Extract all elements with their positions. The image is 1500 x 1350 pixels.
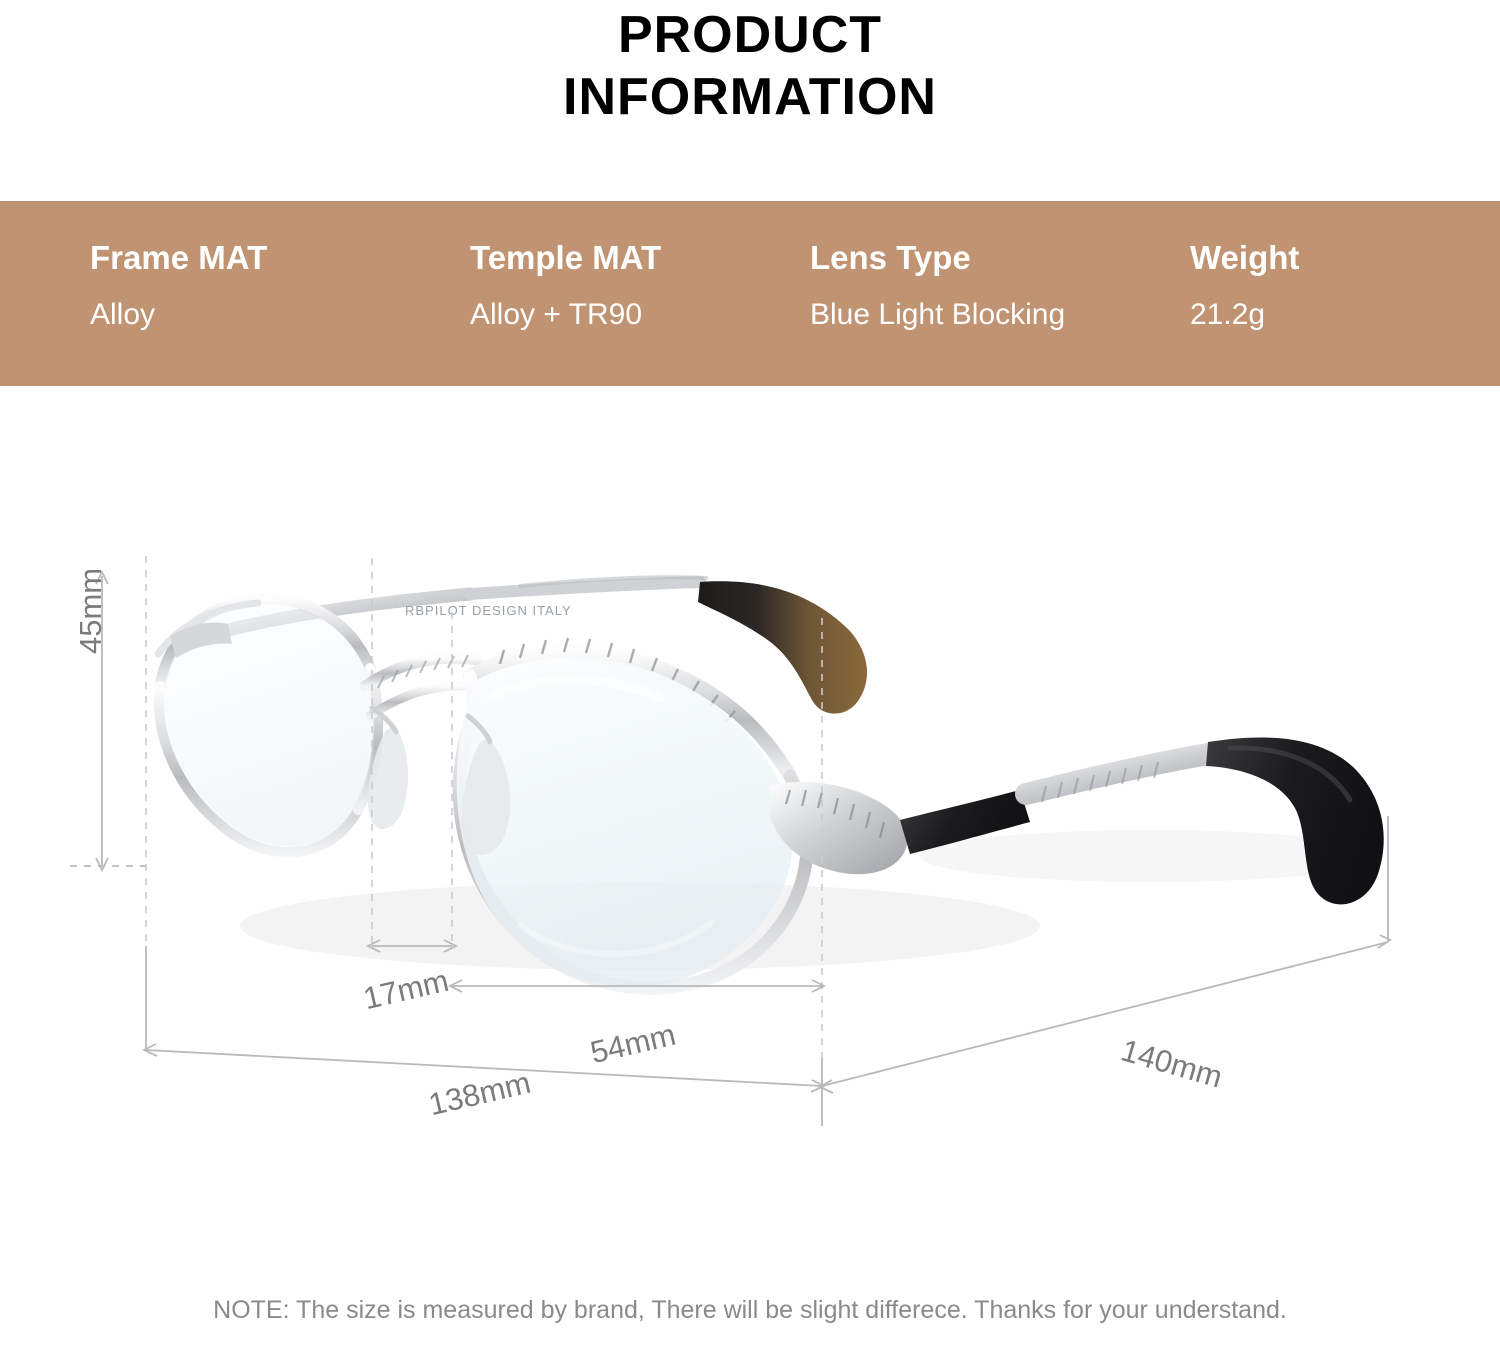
spec-label-weight: Weight: [1190, 239, 1300, 276]
spec-value-weight: 21.2g: [1190, 298, 1266, 331]
page-title-line-1: PRODUCT: [617, 6, 883, 64]
spec-value-frame-mat: Alloy: [90, 298, 156, 331]
spec-label-lens-type: Lens Type: [810, 239, 971, 276]
page-title-line-2: INFORMATION: [563, 68, 937, 126]
spec-column-lens-type: [750, 201, 1140, 335]
dimension-label-frame-width: 138mm: [425, 1064, 534, 1123]
dimension-label-bridge-width: 17mm: [360, 962, 452, 1017]
spec-label-temple-mat: Temple MAT: [470, 239, 662, 276]
page-title: [0, 0, 1500, 128]
footer-note: NOTE: The size is measured by brand, There will be slight differece. Thanks for your understand.: [213, 1296, 1287, 1324]
eyeglasses-illustration: [0, 386, 1500, 1266]
spec-band: [0, 201, 1500, 386]
spec-column-frame-mat: [0, 201, 390, 335]
spec-value-temple-mat: Alloy + TR90: [470, 298, 643, 331]
spec-column-weight: [1140, 201, 1500, 335]
spec-label-frame-mat: Frame MAT: [90, 239, 268, 276]
dimension-label-lens-width: 54mm: [587, 1016, 679, 1071]
dimension-label-temple-length: 140mm: [1117, 1032, 1227, 1095]
dimension-label-lens-height: 45mm: [73, 567, 108, 654]
spec-value-lens-type: Blue Light Blocking: [810, 298, 1066, 331]
spec-column-temple-mat: [390, 201, 750, 335]
brand-engraving: RBPILOT DESIGN ITALY: [405, 603, 572, 618]
product-image-area: [0, 386, 1500, 1266]
